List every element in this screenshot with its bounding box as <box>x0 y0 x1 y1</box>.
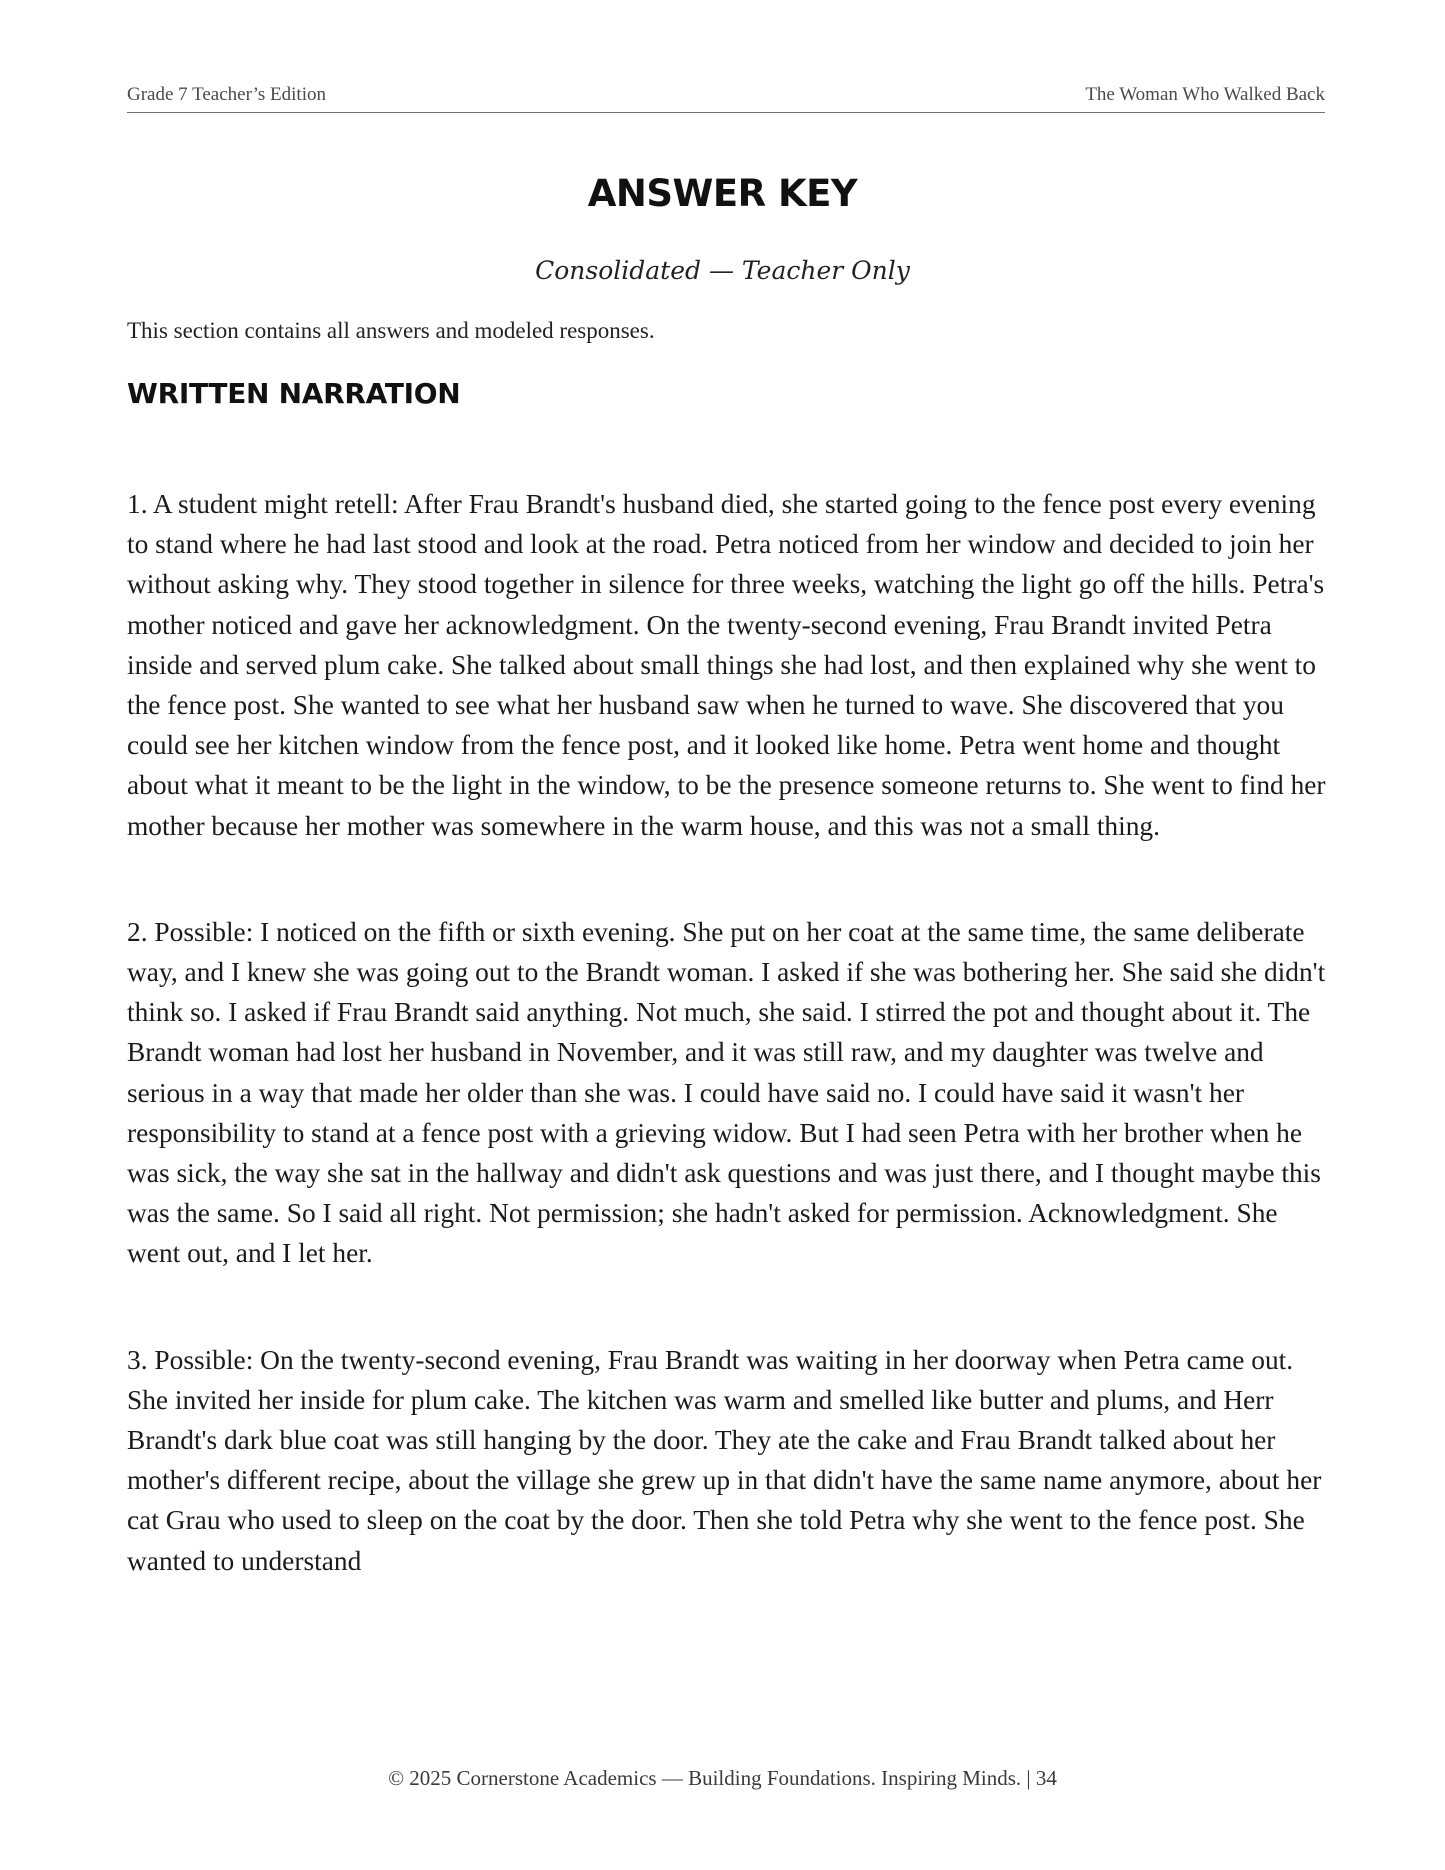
header-story-title: The Woman Who Walked Back <box>1085 84 1325 105</box>
answer-list <box>127 484 1327 1647</box>
page-title: ANSWER KEY <box>587 172 858 215</box>
answer-item-2: 2. Possible: I noticed on the fifth or sixth evening. She put on her coat at the same time, the same deliberate way, and I knew she was going out to the Brandt woman. I asked if she was bothering her. She said she didn't think so. I asked if Frau Brandt said anything. Not much, she said. I stirred the pot and thought about it. The Brandt woman had lost her husband in November, and it was still raw, and my daughter was twelve and serious in a way that made her older than she was. I could have said no. I could have said it wasn't her responsibility to stand at a fence post with a grieving widow. But I had seen Petra with her brother when he was sick, the way she sat in the hallway and didn't ask questions and was just there, and I thought maybe this was the same. So I said all right. Not permission; she hadn't asked for permission. Acknowledgment. She went out, and I let her. <box>127 916 1326 1269</box>
running-header <box>127 84 1325 113</box>
intro-text: This section contains all answers and modeled responses. <box>127 318 655 343</box>
header-course-label: Grade 7 Teacher’s Edition <box>127 84 326 105</box>
answer-item-3: 3. Possible: On the twenty-second evening, Frau Brandt was waiting in her doorway when Petra came out. She invited her inside for plum cake. The kitchen was warm and smelled like butter and plums, and Herr Brandt's dark blue coat was still hanging by the door. They ate the cake and Frau Brandt talked about her mother's different recipe, about the village she grew up in that didn't have the same name anymore, about her cat Grau who used to sleep on the coat by the door. Then she told Petra why she went to the fence post. She wanted to understand <box>127 1344 1322 1576</box>
page-subtitle: Consolidated — Teacher Only <box>535 256 910 285</box>
section-heading: WRITTEN NARRATION <box>127 377 461 410</box>
page-footer: © 2025 Cornerstone Academics — Building Foundations. Inspiring Minds. | 34 <box>388 1766 1057 1790</box>
answer-item-1: 1. A student might retell: After Frau Brandt's husband died, she started going to the fence post every evening to stand where he had last stood and look at the road. Petra noticed from her window and decided to join her without asking why. They stood together in silence for three weeks, watching the light go off the hills. Petra's mother noticed and gave her acknowledgment. On the twenty-second evening, Frau Brandt invited Petra inside and served plum cake. She talked about small things she had lost, and then explained why she went to the fence post. She wanted to see what her husband saw when he turned to wave. She discovered that you could see her kitchen window from the fence post, and it looked like home. Petra went home and thought about what it meant to be the light in the window, to be the presence someone returns to. She went to find her mother because her mother was somewhere in the warm house, and this was not a small thing. <box>127 489 1326 841</box>
